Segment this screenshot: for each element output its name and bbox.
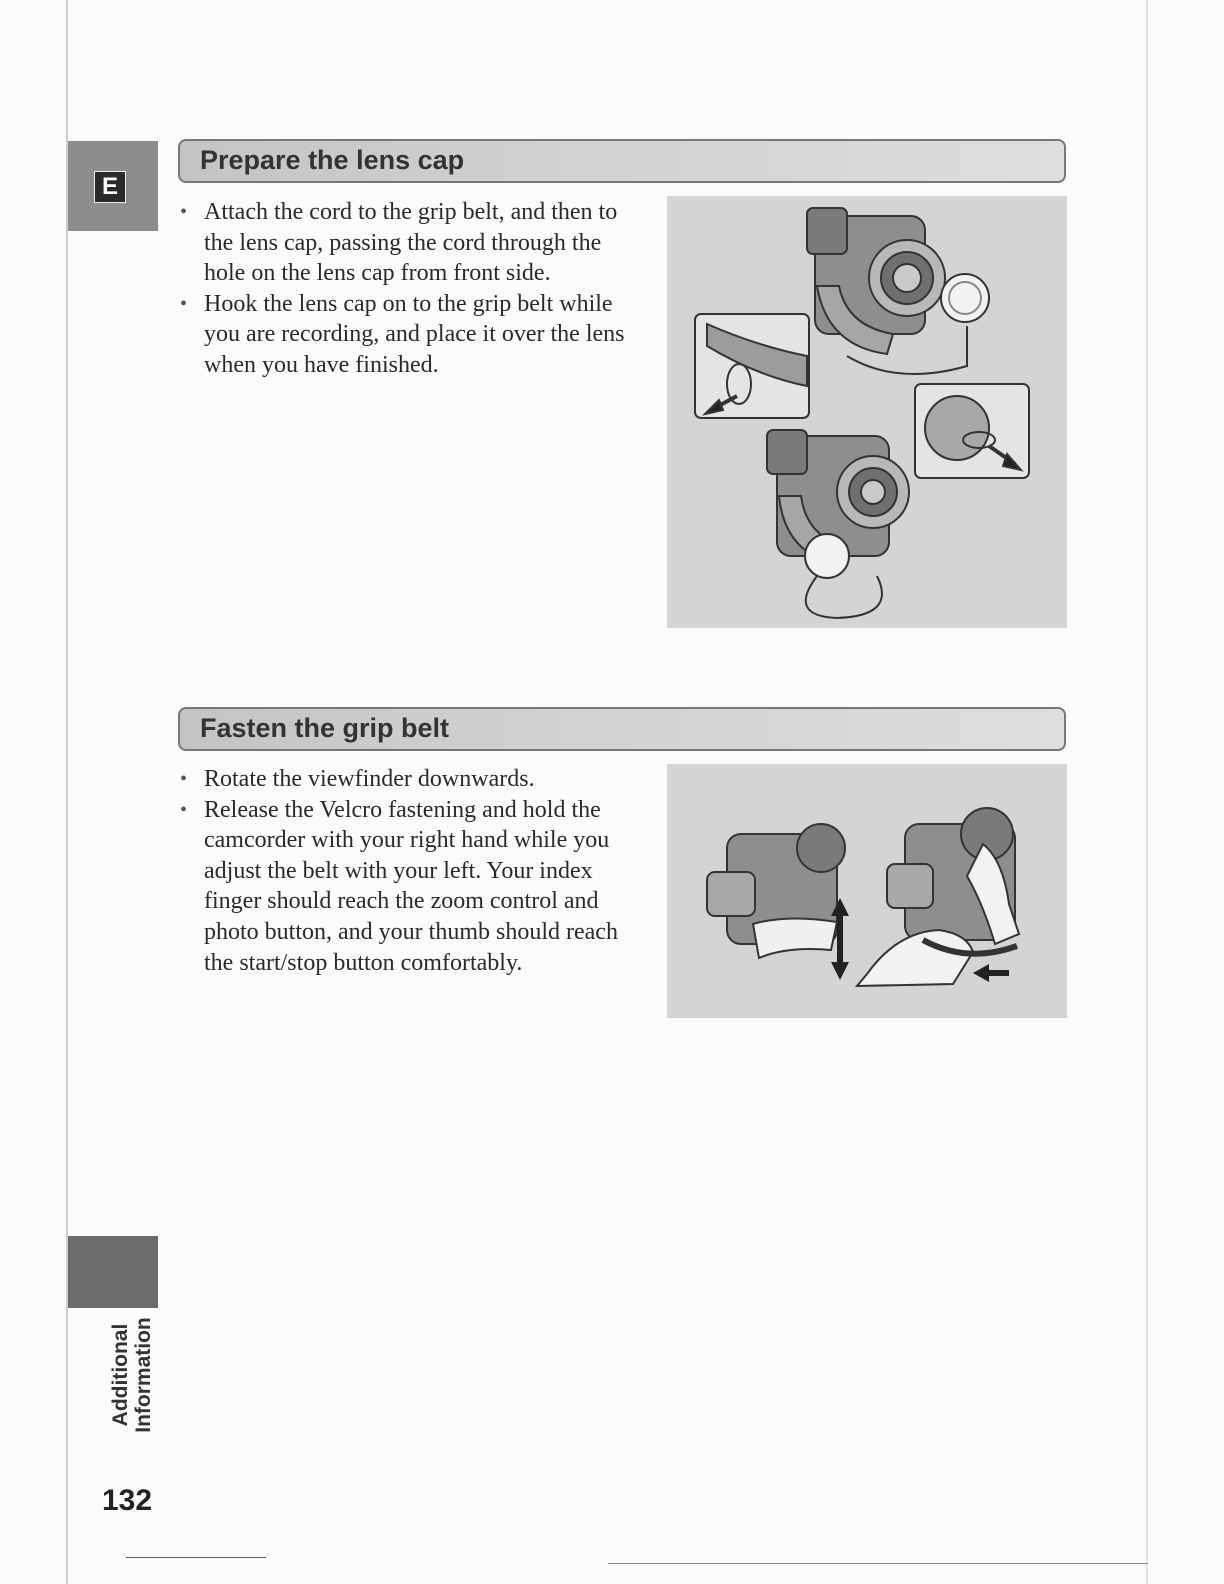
language-tab (68, 141, 158, 231)
footer-rule-left (126, 1557, 266, 1558)
section-label-line1: Additional (109, 1323, 132, 1427)
section-heading-text: Prepare the lens cap (200, 145, 465, 175)
section-label (104, 1310, 160, 1440)
section-heading-grip-belt (178, 707, 1066, 751)
inset-right (915, 384, 1029, 478)
spine-line (66, 0, 68, 1584)
page-number: 132 (102, 1484, 153, 1517)
section-heading-text: Fasten the grip belt (200, 713, 450, 743)
section-heading-lens-cap (178, 139, 1066, 183)
inset-left (695, 314, 809, 418)
language-letter: E (94, 171, 126, 203)
lens-cap-illustration (667, 196, 1067, 628)
bullet-item: • Release the Velcro fastening and hold the camcorder with your right hand while you adjust the belt with your left. Your index finger should reach the zoom control and photo button, and your thumb should reach the start/stop button comfortably. (176, 795, 646, 979)
bullet-list-lens-cap (176, 197, 626, 381)
footer-rule-right (608, 1563, 1148, 1564)
camcorder-lens-cap-drawing (667, 196, 1067, 628)
section-tab-marker (68, 1236, 158, 1308)
bullet-item: • Hook the lens cap on to the grip belt while you are recording, and place it over the lens when you have finished. (176, 289, 626, 381)
lens-cap-top (941, 274, 989, 322)
grip-belt-drawing (667, 764, 1067, 1018)
bullet-item: • Rotate the viewfinder downwards. (176, 764, 646, 795)
bullet-list-grip-belt (176, 764, 646, 978)
bullet-item: • Attach the cord to the grip belt, and then to the lens cap, passing the cord through the hole on the lens cap from front side. (176, 197, 626, 289)
section-label-line2: Information (132, 1317, 155, 1433)
grip-belt-illustration (667, 764, 1067, 1018)
page-edge (1146, 0, 1148, 1584)
